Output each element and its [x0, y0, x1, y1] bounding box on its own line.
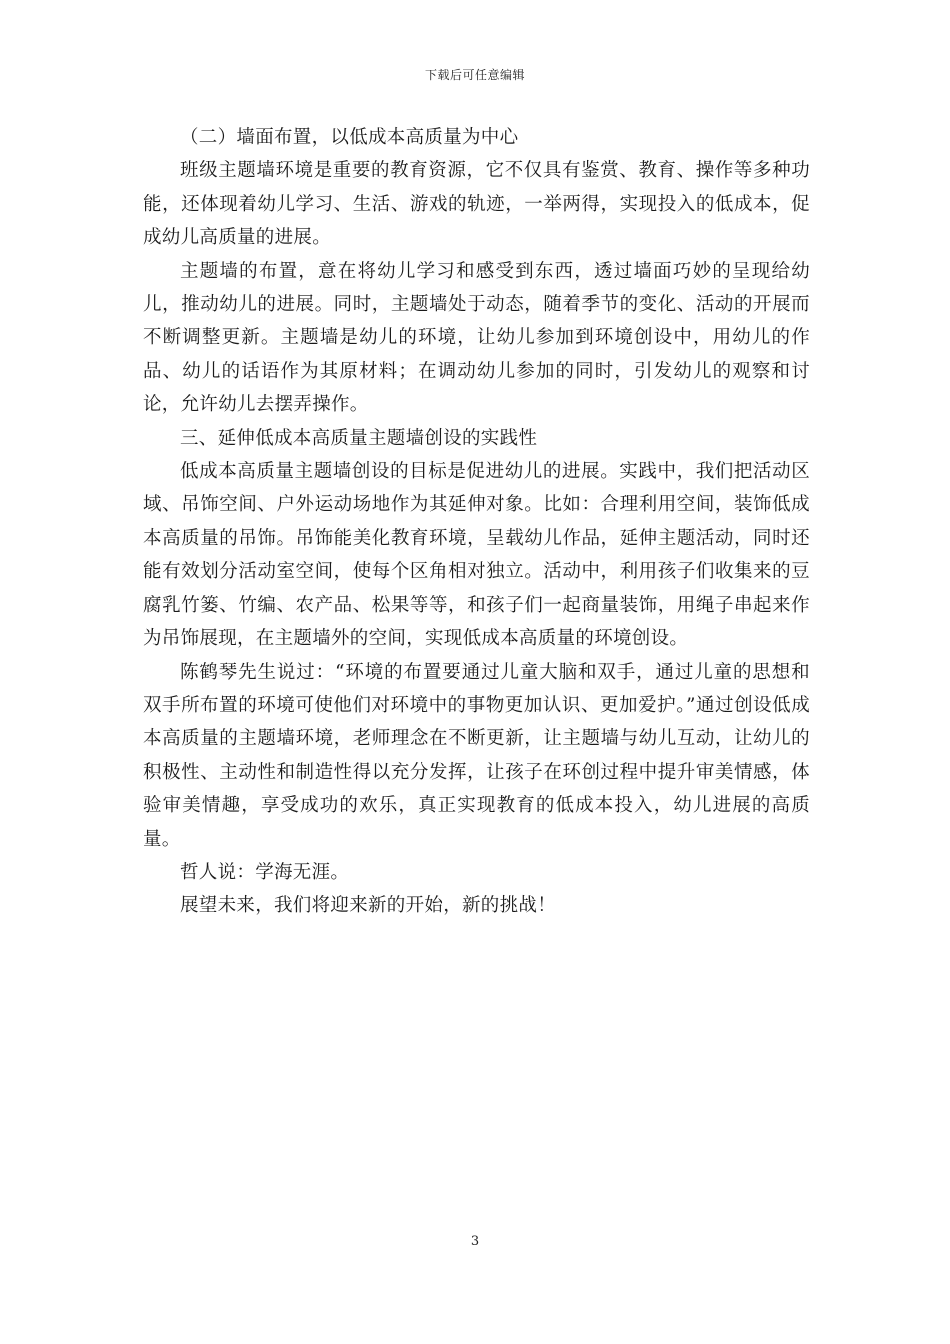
section-heading-wall-layout: （二）墙面布置，以低成本高质量为中心: [180, 127, 519, 148]
paragraph-philosopher: 哲人说：学海无涯。: [180, 861, 350, 883]
paragraph-chen-heqin-quote: 陈鹤琴先生说过：“环境的布置要通过儿童大脑和双手，通过儿童的思想和双手所布置的环境可使他们对环境中的事物更加认识、更加爱护。”通过创设低成本高质量的主题墙环境，老师理念在不断更新，让主题墙与幼儿互动，让幼儿的积极性、主动性和制造性得以充分发挥，让孩子在环创过程中提升审美情感，体验审美情趣，享受成功的欢乐，真正实现教育的低成本投入，幼儿进展的高质量。: [143, 661, 810, 850]
section-heading-extension: 三、延伸低成本高质量主题墙创设的实践性: [180, 427, 538, 449]
page-header: 下载后可任意编辑: [424, 68, 525, 82]
paragraph-outlook: 展望未来，我们将迎来新的开始，新的挑战！: [180, 895, 557, 917]
paragraph-extension-practice: 低成本高质量主题墙创设的目标是促进幼儿的进展。实践中，我们把活动区域、吊饰空间、户外运动场地作为其延伸对象。比如：合理利用空间，装饰低成本高质量的吊饰。吊饰能美化教育环境，呈载幼儿作品，延伸主题活动，同时还能有效划分活动室空间，使每个区角相对独立。活动中，利用孩子们收集来的豆腐乳竹篓、竹编、农产品、松果等等，和孩子们一起商量装饰，用绳子串起来作为吊饰展现，在主题墙外的空间，实现低成本高质量的环境创设。: [143, 461, 810, 650]
paragraph-theme-wall-layout: 主题墙的布置，意在将幼儿学习和感受到东西，透过墙面巧妙的呈现给幼儿，推动幼儿的进展。同时，主题墙处于动态，随着季节的变化、活动的开展而不断调整更新。主题墙是幼儿的环境，让幼儿参加到环境创设中，用幼儿的作品、幼儿的话语作为其原材料；在调动幼儿参加的同时，引发幼儿的观察和讨论，允许幼儿去摆弄操作。: [143, 260, 810, 416]
document-body: [143, 121, 810, 923]
page-number: 3: [470, 1234, 480, 1249]
paragraph-theme-wall-resource: 班级主题墙环境是重要的教育资源，它不仅具有鉴赏、教育、操作等多种功能，还体现着幼儿学习、生活、游戏的轨迹，一举两得，实现投入的低成本，促成幼儿高质量的进展。: [143, 160, 810, 249]
